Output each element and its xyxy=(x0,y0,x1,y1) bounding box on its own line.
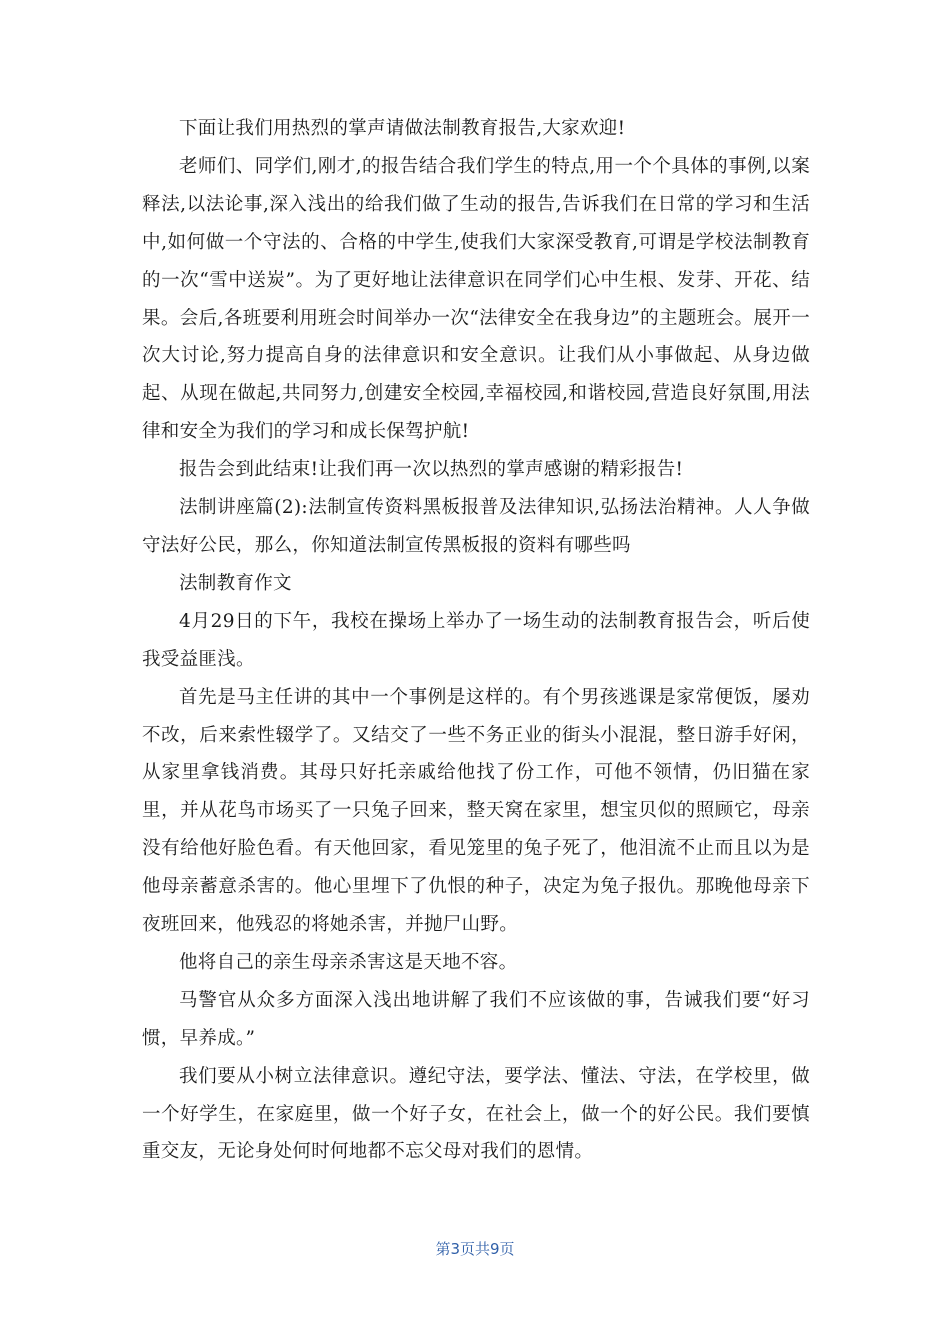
paragraph: 马警官从众多方面深入浅出地讲解了我们不应该做的事，告诫我们要“好习惯，早养成。” xyxy=(142,989,810,1049)
document-body xyxy=(142,110,810,1171)
paragraph: 下面让我们用热烈的掌声请做法制教育报告,大家欢迎! xyxy=(179,118,626,139)
paragraph: 法制讲座篇(2):法制宣传资料黑板报普及法律知识,弘扬法治精神。人人争做守法好公民，那么，你知道法制宣传黑板报的资料有哪些吗 xyxy=(142,497,810,556)
paragraph: 报告会到此结束!让我们再一次以热烈的掌声感谢的精彩报告! xyxy=(179,459,684,481)
paragraph: 首先是马主任讲的其中一个事例是这样的。有个男孩逃课是家常便饭，屡劝不改，后来索性辍学了。又结交了一些不务正业的街头小混混，整日游手好闲，从家里拿钱消费。其母只好托亲戚给他找了份工作，可他不领情，仍旧猫在家里，并从花鸟市场买了一只兔子回来，整天窝在家里，想宝贝似的照顾它，母亲没有给他好脸色看。有天他回家，看见笼里的兔子死了，他泪流不止而且以为是他母亲蓄意杀害的。他心里埋下了仇恨的种子，决定为兔子报仇。那晚他母亲下夜班回来，他残忍的将她杀害，并抛尸山野。 xyxy=(142,686,810,936)
paragraph: 老师们、同学们,刚才,的报告结合我们学生的特点,用一个个具体的事例,以案释法,以法论事,深入浅出的给我们做了生动的报告,告诉我们在日常的学习和生活中,如何做一个守法的、合格的中学生,使我们大家深受教育,可谓是学校法制教育的一次“雪中送炭”。为了更好地让法律意识在同学们心中生根、发芽、开花、结果。会后,各班要利用班会时间举办一次“法律安全在我身边”的主题班会。展开一次大讨论,努力提高自身的法律意识和安全意识。让我们从小事做起、从身边做起、从现在做起,共同努力,创建安全校园,幸福校园,和谐校园,营造良好氛围,用法律和安全为我们的学习和成长保驾护航! xyxy=(142,155,810,443)
page-number: 第3页共9页 xyxy=(435,1240,515,1258)
section-heading: 法制教育作文 xyxy=(179,572,292,594)
paragraph: 我们要从小树立法律意识。遵纪守法，要学法、懂法、守法，在学校里，做一个好学生，在家庭里，做一个好子女，在社会上，做一个的好公民。我们要慎重交友，无论身处何时何地都不忘父母对我们的恩情。 xyxy=(142,1065,810,1163)
paragraph: 他将自己的亲生母亲杀害这是天地不容。 xyxy=(179,951,518,973)
paragraph: 4月29日的下午，我校在操场上举办了一场生动的法制教育报告会，听后使我受益匪浅。 xyxy=(142,610,810,670)
